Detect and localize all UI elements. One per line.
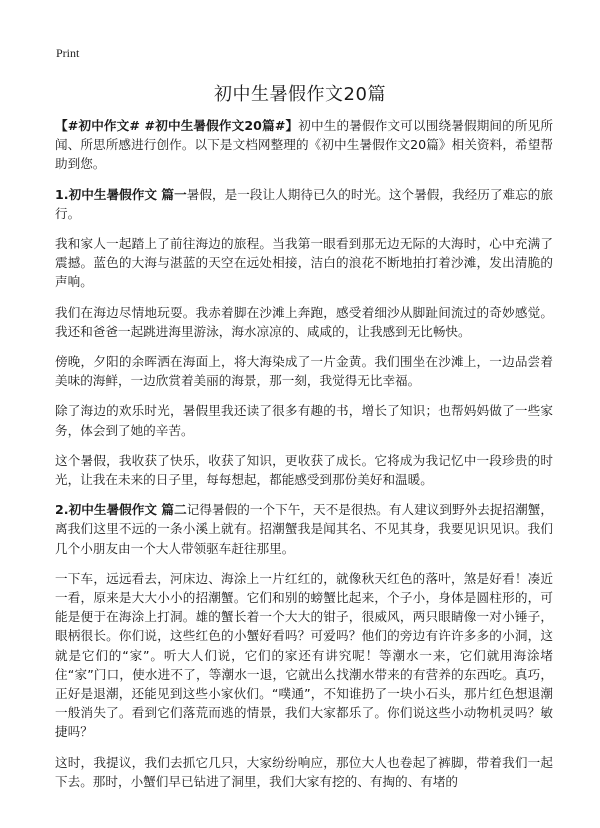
essay-paragraph [55,234,553,292]
essay-heading: 2.初中生暑假作文 篇二 [55,502,187,518]
paragraph-text: 我和家人一起踏上了前往海边的旅程。当我第一眼看到那无边无际的大海时，心中充满了震撼。蓝色的大海与湛蓝的天空在远处相接，洁白的浪花不断地拍打着沙滩，发出清脆的声响。 [55,236,553,290]
essay-paragraph [55,451,553,489]
essay-heading: 1.初中生暑假作文 篇一 [55,186,187,202]
paragraph-text: 我们在海边尽情地玩耍。我赤着脚在沙滩上奔跑，感受着细沙从脚趾间流过的奇妙感觉。我还和爸爸一起跳进海里游泳，海水凉凉的、咸咸的，让我感到无比畅快。 [55,304,553,339]
page-title: 初中生暑假作文20篇 [214,84,386,105]
paragraph-text: 暑假，是一段让人期待已久的时光。这个暑假，我经历了难忘的旅行。 [55,186,553,221]
essay-paragraph [55,185,553,223]
intro-tags: 【#初中作文# #初中生暑假作文20篇#】 [55,118,299,133]
paragraph-text: 除了海边的欢乐时光，暑假里我还读了很多有趣的书，增长了知识；也帮妈妈做了一些家务，体会到了她的辛苦。 [55,403,553,438]
paragraph-text: 傍晚，夕阳的余晖洒在海面上，将大海染成了一片金黄。我们围坐在沙滩上，一边品尝着美味的海鲜，一边欣赏着美丽的海景，那一刻，我觉得无比幸福。 [55,354,553,389]
intro-text: 初中生的暑假作文可以围绕暑假期间的所见所闻、所思所感进行创作。以下是文档网整理的《初中生暑假作文20篇》相关资料，希望帮助到您。 [55,118,554,172]
essay-paragraph [55,500,553,558]
essay-paragraph [55,303,553,341]
essay-paragraph [55,569,553,742]
paragraph-text: 这时，我提议，我们去抓它几只，大家纷纷响应，那位大人也卷起了裤脚，带着我们一起下去。那时，小蟹们早已钻进了洞里，我们大家有挖的、有掏的、有堵的 [55,754,553,789]
document-body [55,116,553,802]
essay-paragraph [55,753,553,791]
essay-paragraph [55,352,553,390]
paragraph-text: 这个暑假，我收获了快乐，收获了知识，更收获了成长。它将成为我记忆中一段珍贵的时光，让我在未来的日子里，每每想起，都能感受到那份美好和温暖。 [55,452,553,488]
paragraph-text: 记得暑假的一个下午，天不是很热。有人建议到野外去捉招潮蟹，离我们这里不远的一条小溪上就有。招潮蟹我是闻其名、不见其身，我要见识见识。我们几个小朋友由一个大人带领驱车赶往那里。 [55,502,553,556]
intro-paragraph [55,116,553,174]
paragraph-text: 一下车，远远看去，河床边、海涂上一片红红的，就像秋天红色的落叶，煞是好看！凑近一看，原来是大大小小的招潮蟹。它们和别的螃蟹比起来，个子小，身体是圆柱形的，可能是便于在海涂上打洞。雄的蟹长着一个大大的钳子，很威风，两只眼睛像一对小锤子，眼柄很长。你们说，这些红色的小蟹好看吗？可爱吗？他们的旁边有许许多多的小洞，这就是它们的“家”。听大人们说，它们的家还有讲究呢！等潮水一来，它们就用海涂堵住“家”门口，使水进不了，等潮水一退，它就出么找潮水带来的有营养的东西吃。真巧，正好是退潮，还能见到这些小家伙们。“噗通”，不知谁扔了一块小石头，那片红色想退潮一般消失了。看到它们落荒而逃的情景，我们大家都乐了。你们说这些小动物机灵吗？敏捷吗？ [55,570,553,740]
print-link[interactable]: Print [56,46,80,60]
essay-paragraph [55,401,553,439]
